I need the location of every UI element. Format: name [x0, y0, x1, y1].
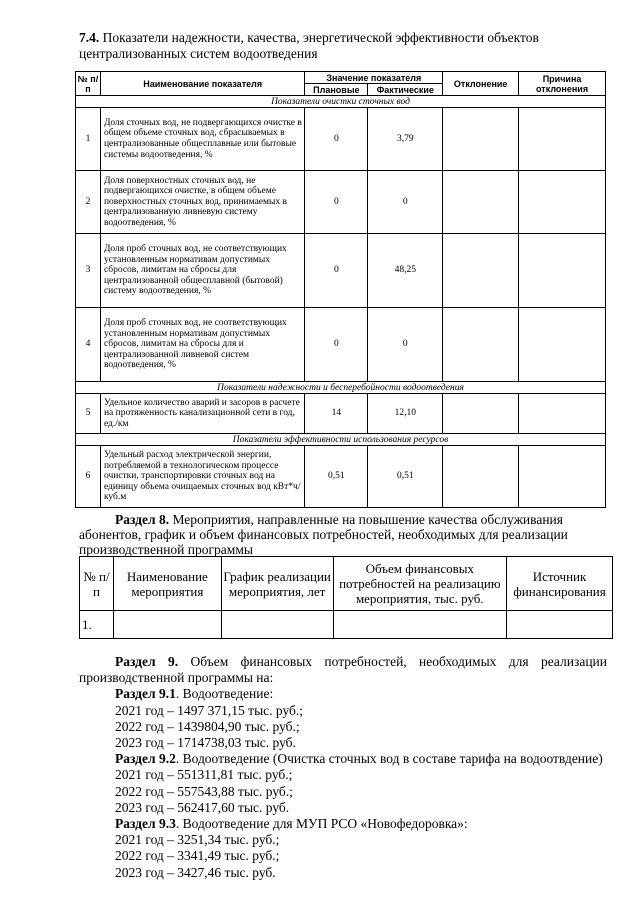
row-name: Доля проб сточных вод, не соответствующих установленным нормативам допустимых сбросов, лимитам на сбросы для и централизованной ливневой систем водоотведения, %	[100, 308, 304, 382]
row-deviation	[443, 308, 519, 382]
subsection-label: Раздел 9.2	[115, 751, 176, 767]
row-actual: 48,25	[368, 234, 443, 308]
heading-text: Показатели надежности, качества, энергетической эффективности объектов централизованных систем водоотведения	[79, 30, 539, 61]
section-7-4-heading	[79, 30, 599, 62]
col-header-num: № п/п	[80, 557, 114, 611]
row-deviation	[443, 234, 519, 308]
cell	[221, 611, 333, 639]
row-name: Доля сточных вод, не подвергающихся очистке в общем объеме сточных вод, сбрасываемых в централизованные общесплавные или бытовые системы водоотведения, %	[100, 108, 304, 171]
amount-line: 2023 год – 1714738,03 тыс. руб.	[115, 735, 296, 751]
row-name: Доля поверхностных сточных вод, не подвергающихся очистке, в общем объеме поверхностных сточных вод, принимаемых в централизованную ливневую систему водоотведения, %	[100, 171, 304, 234]
col-header-num: № п/п	[76, 72, 101, 96]
col-header-source: Источник финансирования	[507, 557, 613, 611]
section-title: Показатели эффективности использования ресурсов	[76, 434, 606, 446]
amount-line: 2023 год – 562417,60 тыс. руб.	[115, 799, 290, 815]
amount-line: 2022 год – 3341,49 тыс. руб.;	[115, 848, 280, 864]
subsection-text: . Водоотведение (Очистка сточных вод в составе тарифа на водоотвдение)	[175, 751, 603, 767]
section-8-paragraph	[79, 512, 607, 557]
subsection-text: . Водоотведение:	[175, 686, 274, 702]
section-9	[79, 654, 607, 881]
row-num: 2	[76, 171, 101, 234]
row-planned: 0,51	[305, 446, 368, 508]
row-reason	[519, 171, 606, 234]
table-row	[76, 308, 606, 382]
row-name: Доля проб сточных вод, не соответствующих установленным нормативам допустимых сбросов, лимитам на сбросы для централизованной общесплавной (бытовой) систему водоотведения, %	[100, 234, 304, 308]
row-planned: 0	[305, 234, 368, 308]
row-num: 1	[76, 108, 101, 171]
amount-line: 2022 год – 1439804,90 тыс. руб.;	[115, 718, 300, 734]
row-num: 4	[76, 308, 101, 382]
section-9-text: Объем финансовых потребностей, необходимых для реализации производственной программы на:	[79, 654, 607, 686]
row-deviation	[443, 394, 519, 434]
section-9-paragraph	[79, 654, 607, 686]
row-planned: 14	[305, 394, 368, 434]
row-reason	[519, 394, 606, 434]
amount-line: 2023 год – 3427,46 тыс. руб.	[115, 864, 276, 880]
row-reason	[519, 446, 606, 508]
indicators-table	[75, 71, 606, 508]
row-deviation	[443, 108, 519, 171]
section-9-label: Раздел 9.	[115, 654, 179, 669]
col-header-financing-volume: Объем финансовых потребностей на реализацию мероприятия, тыс. руб.	[333, 557, 506, 611]
amount-line: 2022 год – 557543,88 тыс. руб.;	[115, 783, 293, 799]
row-planned: 0	[305, 308, 368, 382]
subsection-label: Раздел 9.1	[115, 686, 176, 702]
row-actual: 3,79	[368, 108, 443, 171]
subsection-label: Раздел 9.3	[115, 816, 176, 832]
col-header-reason: Причина отклонения	[519, 72, 606, 96]
section-title: Показатели надежности и бесперебойности водоотведения	[76, 382, 606, 394]
section-title: Показатели очистки сточных вод	[76, 96, 606, 108]
row-actual: 12,10	[368, 394, 443, 434]
subsection-text: . Водоотведение для МУП РСО «Новофедоровка»:	[175, 816, 468, 832]
col-header-name: Наименование показателя	[100, 72, 304, 96]
col-header-value: Значение показателя	[305, 72, 443, 84]
row-actual: 0	[368, 171, 443, 234]
row-reason	[519, 108, 606, 171]
table-row	[76, 171, 606, 234]
col-header-deviation: Отклонение	[443, 72, 519, 96]
table-row	[76, 394, 606, 434]
row-reason	[519, 308, 606, 382]
row-deviation	[443, 446, 519, 508]
table-row	[76, 108, 606, 171]
row-reason	[519, 234, 606, 308]
cell: 1.	[80, 611, 114, 639]
subsection-heading	[79, 751, 607, 767]
row-num: 3	[76, 234, 101, 308]
table-row	[76, 234, 606, 308]
amount-line: 2021 год – 551311,81 тыс. руб.;	[115, 767, 293, 783]
row-actual: 0	[368, 308, 443, 382]
amount-line: 2021 год – 3251,34 тыс. руб.;	[115, 832, 280, 848]
table-row	[76, 446, 606, 508]
cell	[333, 611, 506, 639]
amount-line: 2021 год – 1497 371,15 тыс. руб.;	[115, 702, 304, 718]
row-planned: 0	[305, 108, 368, 171]
measures-table	[79, 556, 613, 639]
subsection-heading	[79, 816, 607, 832]
col-header-actual: Фактические	[368, 84, 443, 96]
section-8-text: Мероприятия, направленные на повышение качества обслуживания абонентов, график и объем финансовых потребностей, необходимых для реализации производственной программы	[79, 512, 568, 557]
row-name: Удельный расход электрической энергии, потребляемой в технологическом процессе очистки, транспортировки сточных вод на единицу объема очищаемых сточных вод кВт*ч/куб.м	[100, 446, 304, 508]
col-header-planned: Плановые	[305, 84, 368, 96]
col-header-schedule: График реализации мероприятия, лет	[221, 557, 333, 611]
row-num: 5	[76, 394, 101, 434]
cell	[113, 611, 221, 639]
row-num: 6	[76, 446, 101, 508]
heading-number: 7.4.	[79, 30, 100, 45]
cell	[507, 611, 613, 639]
row-name: Удельное количество аварий и засоров в расчете на протяженность канализационной сети в год, ед./км	[100, 394, 304, 434]
col-header-measure: Наименование мероприятия	[113, 557, 221, 611]
subsection-heading	[79, 686, 607, 702]
section-8-label: Раздел 8.	[115, 512, 170, 527]
table-row	[80, 611, 613, 639]
row-planned: 0	[305, 171, 368, 234]
row-actual: 0,51	[368, 446, 443, 508]
row-deviation	[443, 171, 519, 234]
